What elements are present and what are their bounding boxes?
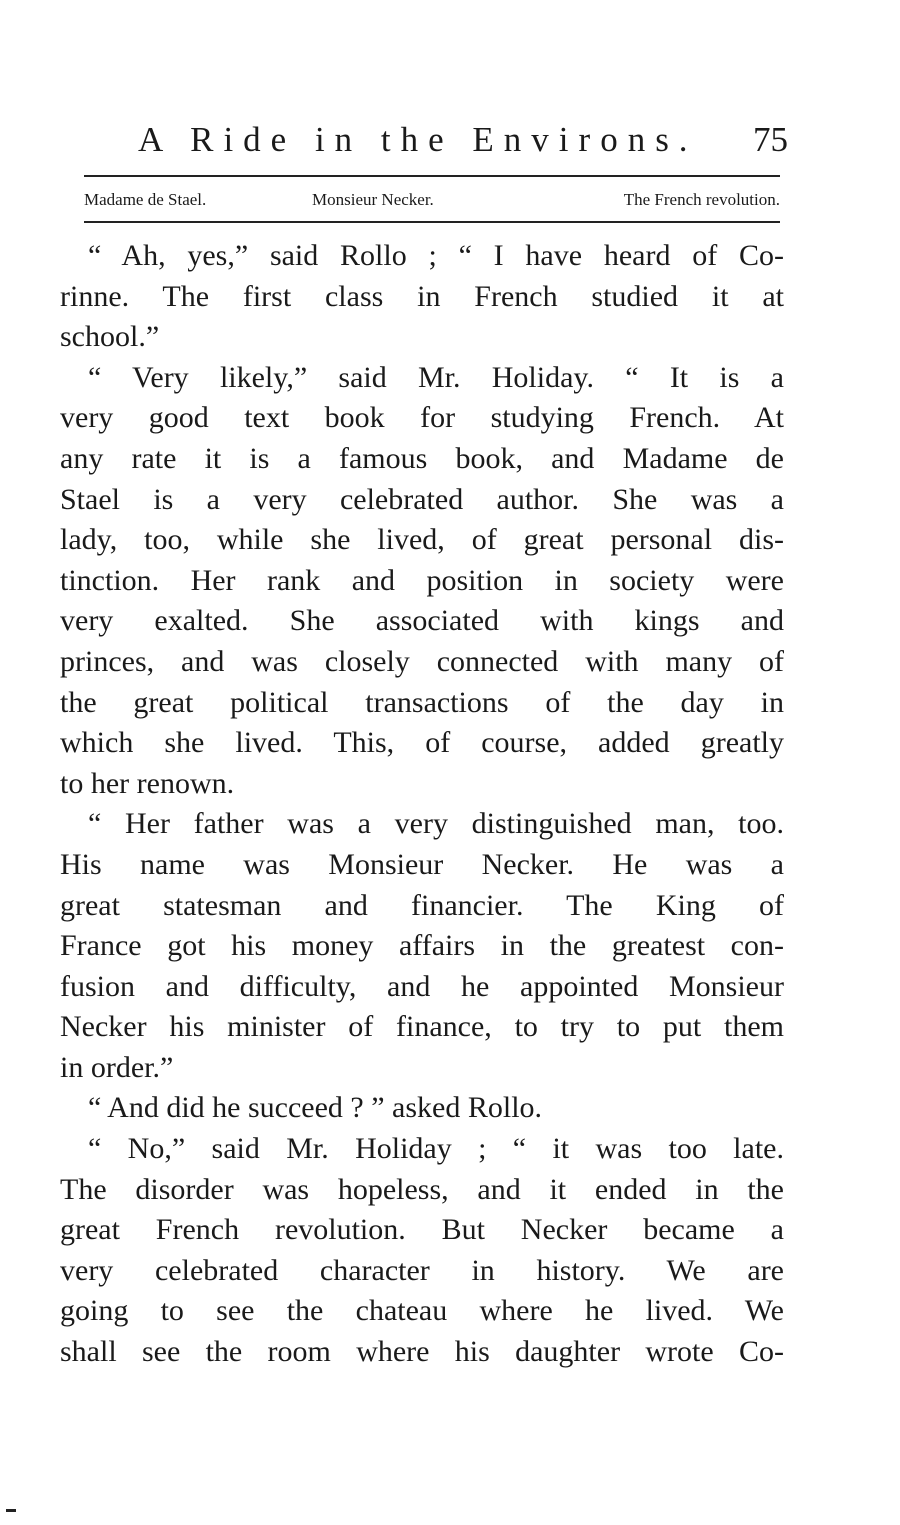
text-line: “ Ah, yes,” said Rollo ; “ I have heard of Co- [88, 239, 784, 272]
text-line: any rate it is a famous book, and Madame de [60, 441, 784, 475]
text-line: to her renown. [60, 766, 235, 800]
text-line: princes, and was closely connected with many of [60, 644, 784, 678]
page-number: 75 [753, 120, 788, 159]
text-line: shall see the room where his daughter wrote Co- [60, 1335, 784, 1369]
text-line: tinction. Her rank and position in society were [60, 563, 784, 597]
subhead-monsieur-necker: Monsieur Necker. [312, 190, 434, 209]
text-line: “ Her father was a very distinguished man, too. [88, 807, 784, 841]
text-line: going to see the chateau where he lived. We [60, 1294, 784, 1328]
running-head-title: A Ride in the Environs. [138, 120, 698, 159]
section-subheads [84, 188, 780, 212]
text-line: the great political transactions of the day in [60, 685, 784, 719]
header-rule-top [84, 175, 780, 177]
text-line: very good text book for studying French. At [60, 401, 784, 435]
text-line: France got his money affairs in the greatest con- [60, 929, 784, 963]
text-line: Stael is a very celebrated author. She was a [60, 482, 784, 516]
text-line: which she lived. This, of course, added greatly [60, 726, 784, 760]
text-line: great statesman and financier. The King of [60, 888, 784, 922]
running-head [138, 118, 788, 162]
text-line: fusion and difficulty, and he appointed Monsieur [60, 969, 784, 1003]
text-line: lady, too, while she lived, of great personal dis- [60, 523, 784, 557]
text-line: very exalted. She associated with kings and [60, 604, 784, 638]
subhead-madame-de-stael: Madame de Stael. [84, 190, 207, 209]
text-line: rinne. The first class in French studied it at [60, 279, 784, 313]
text-line: “ Very likely,” said Mr. Holiday. “ It is a [88, 360, 784, 394]
text-line: “ No,” said Mr. Holiday ; “ it was too late. [88, 1132, 784, 1166]
text-line: The disorder was hopeless, and it ended in the [60, 1172, 784, 1206]
margin-mark [6, 1509, 16, 1512]
text-line: Necker his minister of finance, to try to put them [60, 1010, 784, 1044]
text-line: in order.” [60, 1050, 174, 1084]
subhead-french-revolution: The French revolution. [623, 190, 780, 209]
body-text [60, 236, 784, 1373]
text-line: school.” [60, 320, 160, 354]
text-line: great French revolution. But Necker became a [60, 1213, 784, 1247]
text-line: very celebrated character in history. We are [60, 1253, 784, 1287]
header-rule-bottom [84, 221, 780, 223]
text-line: His name was Monsieur Necker. He was a [60, 847, 784, 881]
text-line: “ And did he succeed ? ” asked Rollo. [88, 1091, 543, 1125]
